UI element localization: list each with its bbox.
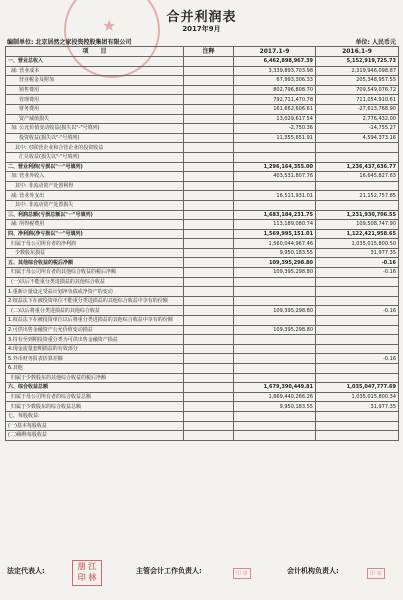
table-row [6,76,399,86]
row-value-2017: 113,189,080.74 [234,220,316,230]
row-value-2017 [234,335,316,345]
row-value-2016 [316,296,399,306]
row-note [184,124,234,134]
row-value-2016: 21,152,757.85 [316,191,399,201]
row-value-2016 [316,200,399,210]
row-value-2016: 205,348,957.55 [316,76,399,86]
table-row [6,364,399,374]
row-value-2017 [234,287,316,297]
header-note: 注释 [184,47,234,57]
row-value-2017 [234,152,316,162]
row-note [184,200,234,210]
row-item-label: (一)基本每股收益 [6,421,184,431]
row-value-2016 [316,287,399,297]
row-value-2016 [316,325,399,335]
row-value-2017 [234,344,316,354]
row-item-label: 归属于少数股东的综合收益总额 [6,402,184,412]
row-note [184,172,234,182]
row-value-2016: 1,035,015,800.50 [316,239,399,249]
row-note [184,239,234,249]
row-item-label: 三、利润总额(亏损总额以"一"号填列) [6,210,184,220]
row-item-label: 5.外币财务报表折算差额 [6,354,184,364]
row-item-label: 1.重新计量设定受益计划净负债或净资产的变动 [6,287,184,297]
row-note [184,344,234,354]
row-value-2017 [234,200,316,210]
row-value-2017: 13,029,617.54 [234,114,316,124]
table-row [6,306,399,316]
small-stamp-2: 印 章 [367,568,385,579]
row-note [184,66,234,76]
row-note [184,306,234,316]
row-value-2016 [316,364,399,374]
row-note [184,210,234,220]
row-note [184,95,234,105]
row-value-2016 [316,373,399,383]
table-row [6,181,399,191]
seal-star-icon: ★ [102,16,117,35]
row-value-2016 [316,335,399,345]
row-item-label: 归属于母公司所有者的其他综合收益的税后净额 [6,268,184,278]
table-row [6,248,399,258]
header-item: 项 目 [6,47,184,57]
row-value-2016: 1,035,015,800.34 [316,392,399,402]
row-item-label: (一)以后不能重分类进损益的其他综合收益 [6,277,184,287]
row-value-2016 [316,277,399,287]
table-row [6,287,399,297]
row-value-2017: 161,662,606.61 [234,104,316,114]
legal-rep-label: 法定代表人: [7,567,45,575]
row-note [184,411,234,421]
row-value-2017: 11,355,651.91 [234,133,316,143]
row-value-2016: -0.16 [316,354,399,364]
unit-label: 单位: 人民币元 [355,39,396,46]
table-row [6,392,399,402]
row-value-2017: 1,683,184,231.75 [234,210,316,220]
row-note [184,431,234,441]
row-value-2017 [234,411,316,421]
row-note [184,287,234,297]
row-value-2016: 109,508,747.90 [316,220,399,230]
row-note [184,133,234,143]
row-note [184,268,234,278]
small-stamp-1: 印 章 [233,568,251,579]
row-note [184,229,234,239]
row-item-label: 二、营业利润(亏损以"一"号填列) [6,162,184,172]
row-item-label: 五、其他综合收益的税后净额 [6,258,184,268]
accounting-dept-label: 会计机构负责人: [287,567,339,575]
row-note [184,248,234,258]
row-value-2017: 6,462,898,967.39 [234,57,316,67]
table-row [6,373,399,383]
table-row [6,104,399,114]
row-item-label: 营业税金及附加 [6,76,184,86]
row-note [184,220,234,230]
row-note [184,258,234,268]
row-item-label: 加: 公允价值变动收益(损失以"-"号填列) [6,124,184,134]
row-value-2017: 67,993,306.33 [234,76,316,86]
row-value-2017: 1,569,995,151.01 [234,229,316,239]
row-item-label: 归属于母公司所有者的综合收益总额 [6,392,184,402]
row-note [184,114,234,124]
row-value-2017: 9,950,183.55 [234,248,316,258]
table-row [6,114,399,124]
table-row [6,162,399,172]
row-item-label: 其中: 非流动资产处置损失 [6,200,184,210]
row-value-2017: 802,796,808.70 [234,85,316,95]
personal-seal-stamp: 朋 江 印 林 [72,560,102,586]
row-value-2017: 1,669,440,266.26 [234,392,316,402]
table-row [6,220,399,230]
row-value-2017 [234,431,316,441]
row-item-label: (二)以后将重分类进损益的其他综合收益 [6,306,184,316]
row-value-2016 [316,411,399,421]
row-item-label: 减: 所得税费用 [6,220,184,230]
row-note [184,383,234,393]
row-value-2017: 16,511,931.01 [234,191,316,201]
row-value-2017: 1,560,044,967.46 [234,239,316,249]
table-row [6,57,399,67]
row-item-label: 四、净利润(净亏损以"一"号填列) [6,229,184,239]
row-value-2016: 709,549,076.72 [316,85,399,95]
row-value-2017 [234,296,316,306]
table-row [6,344,399,354]
table-row [6,258,399,268]
table-row [6,172,399,182]
table-row [6,354,399,364]
row-note [184,296,234,306]
row-value-2017: 792,711,470.78 [234,95,316,105]
row-note [184,421,234,431]
row-value-2017: 403,531,807.76 [234,172,316,182]
row-value-2017 [234,421,316,431]
row-item-label: 管理费用 [6,95,184,105]
table-row [6,66,399,76]
row-value-2017 [234,354,316,364]
row-note [184,143,234,153]
table-row [6,411,399,421]
row-item-label: 汇兑收益(损失以"-"号填列) [6,152,184,162]
row-note [184,373,234,383]
statement-title: 合并利润表 [166,10,237,25]
row-value-2016: 1,122,421,958.65 [316,229,399,239]
table-row [6,316,399,326]
row-note [184,57,234,67]
row-value-2017 [234,181,316,191]
table-row [6,402,399,412]
row-item-label: (二)稀释每股收益 [6,431,184,441]
row-value-2016 [316,143,399,153]
row-value-2017: 109,395,298.80 [234,306,316,316]
row-value-2016: -0.16 [316,268,399,278]
row-value-2016: 2,319,946,098.87 [316,66,399,76]
row-value-2017 [234,277,316,287]
income-statement-table [5,46,399,441]
row-item-label: 归属于少数股东的其他综合收益的税后净额 [6,373,184,383]
table-row [6,85,399,95]
table-row [6,383,399,393]
row-note [184,277,234,287]
row-value-2016: 1,236,437,636.77 [316,162,399,172]
row-note [184,392,234,402]
row-value-2016 [316,316,399,326]
accounting-head-label: 主管会计工作负责人: [136,567,202,575]
row-value-2017: 1,679,390,449.81 [234,383,316,393]
row-item-label: 其中: 非流动资产处置利得 [6,181,184,191]
row-value-2016 [316,344,399,354]
row-value-2016 [316,431,399,441]
statement-period: 2017年9月 [182,25,221,33]
table-row [6,277,399,287]
row-item-label: 2.权益法下在被投资单位不能重分类进损益的其他综合收益中享有的份额 [6,296,184,306]
table-row [6,421,399,431]
row-note [184,181,234,191]
table-row [6,191,399,201]
row-note [184,76,234,86]
row-note [184,354,234,364]
table-row [6,335,399,345]
row-value-2016 [316,181,399,191]
row-note [184,85,234,95]
row-value-2016: 5,152,919,725.73 [316,57,399,67]
table-row [6,143,399,153]
row-value-2016 [316,421,399,431]
table-row [6,296,399,306]
row-note [184,104,234,114]
row-item-label: 资产减值损失 [6,114,184,124]
table-row [6,133,399,143]
row-note [184,364,234,374]
row-item-label: 财务费用 [6,104,184,114]
row-value-2017: 109,395,298.80 [234,258,316,268]
row-value-2016: 711,054,910.61 [316,95,399,105]
row-item-label: 投资收益(损失以"-"号填列) [6,133,184,143]
row-note [184,316,234,326]
row-value-2016: -0.16 [316,306,399,316]
table-row [6,239,399,249]
row-value-2017: 9,950,183.55 [234,402,316,412]
table-row [6,200,399,210]
row-item-label: 销售费用 [6,85,184,95]
row-value-2016: -14,755.27 [316,124,399,134]
row-item-label: 减: 营业成本 [6,66,184,76]
header-2016: 2016.1-9 [316,47,399,57]
row-item-label: 其中: 对联营企业和合营企业的投资收益 [6,143,184,153]
table-row [6,431,399,441]
row-value-2017: 1,296,164,355.00 [234,162,316,172]
table-row [6,210,399,220]
row-value-2016: 1,035,047,777.69 [316,383,399,393]
row-note [184,335,234,345]
row-item-label: 少数股东损益 [6,248,184,258]
row-value-2016: -27,613,768.90 [316,104,399,114]
row-note [184,402,234,412]
row-item-label: 3.持有至到期投资重分类为可供出售金融资产损益 [6,335,184,345]
row-note [184,162,234,172]
row-item-label: 6.其他 [6,364,184,374]
row-value-2016: -0.16 [316,258,399,268]
row-value-2016: 2,776,432.00 [316,114,399,124]
table-row [6,124,399,134]
row-value-2017 [234,316,316,326]
row-value-2017 [234,143,316,153]
table-row [6,325,399,335]
row-item-label: 4.现金流量套期损益的有效部分 [6,344,184,354]
row-item-label: 七、每股收益: [6,411,184,421]
row-value-2016 [316,152,399,162]
row-note [184,191,234,201]
row-value-2016: 16,645,827.63 [316,172,399,182]
header-2017: 2017.1-9 [234,47,316,57]
row-value-2017: 3,339,893,703.98 [234,66,316,76]
table-row [6,268,399,278]
row-item-label: 1.权益法下在被投资单位以后将重分类进损益的其他综合收益中享有的份额 [6,316,184,326]
row-value-2017 [234,373,316,383]
row-value-2016: 31,977.35 [316,248,399,258]
company-label: 编制单位: 北京居然之家投资控股集团有限公司 [7,39,132,46]
row-note [184,325,234,335]
table-row [6,95,399,105]
table-row [6,152,399,162]
row-value-2017: -2,750.36 [234,124,316,134]
row-value-2016: 1,231,930,706.55 [316,210,399,220]
row-value-2017: 109,395,298.80 [234,268,316,278]
row-value-2017 [234,364,316,374]
table-row [6,229,399,239]
row-item-label: 六、综合收益总额 [6,383,184,393]
row-value-2017: 109,395,298.80 [234,325,316,335]
row-item-label: 一、营业总收入 [6,57,184,67]
row-item-label: 减: 营业外支出 [6,191,184,201]
row-item-label: 加: 营业外收入 [6,172,184,182]
row-value-2016: 4,594,373.16 [316,133,399,143]
row-value-2016: 31,977.35 [316,402,399,412]
row-note [184,152,234,162]
row-item-label: 2.可供出售金融资产公允价值变动损益 [6,325,184,335]
row-item-label: 归属于母公司所有者的净利润 [6,239,184,249]
